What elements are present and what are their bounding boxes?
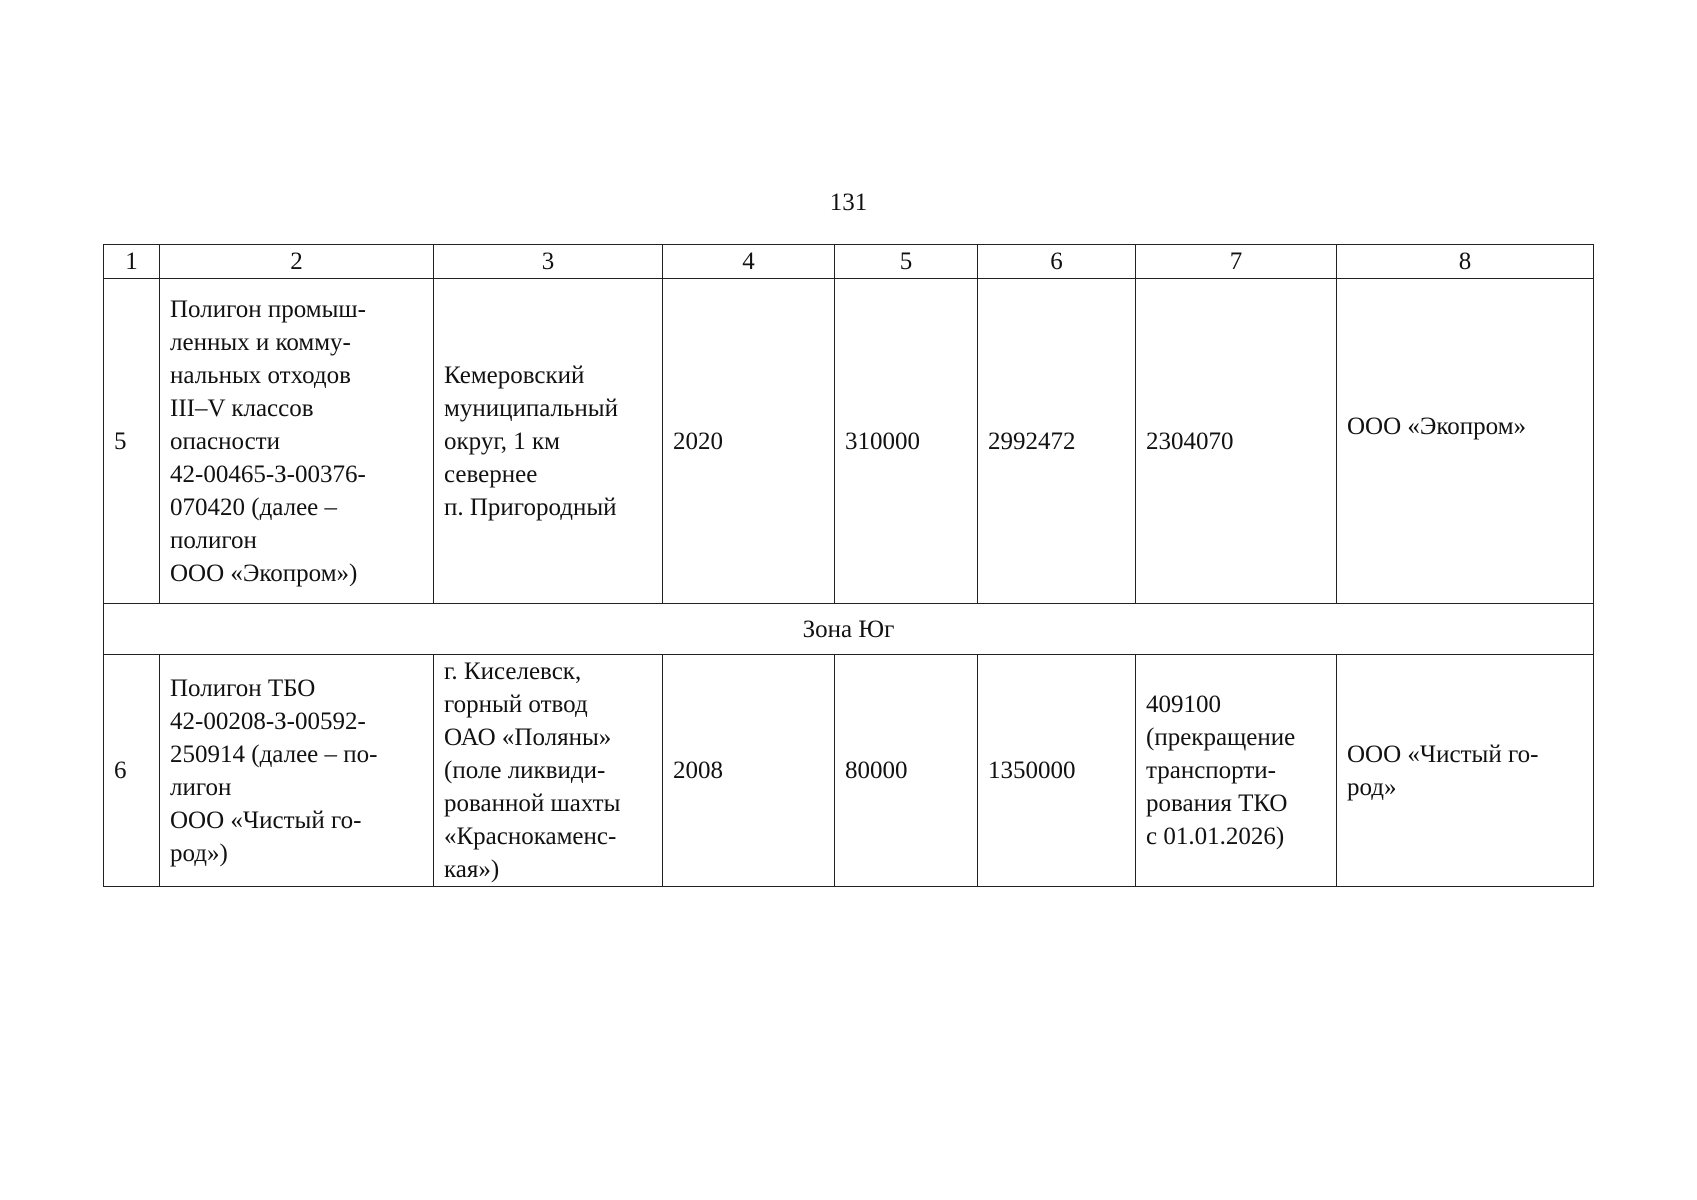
location-cell: г. Киселевск, горный отвод ОАО «Поляны» (поле ликвиди- рованной шахты «Краснокаменс- кая») <box>434 655 663 887</box>
object-name-cell: Полигон ТБО 42-00208-З-00592- 250914 (далее – по- лигон ООО «Чистый го- род») <box>160 655 434 887</box>
value-cell-5: 310000 <box>835 279 978 604</box>
column-number: 1 <box>104 245 160 279</box>
zone-label: Зона Юг <box>104 604 1594 655</box>
row-number-cell: 6 <box>104 655 160 887</box>
column-number: 8 <box>1337 245 1594 279</box>
row-number-cell: 5 <box>104 279 160 604</box>
table-row <box>104 279 1594 604</box>
operator-cell: ООО «Экопром» <box>1337 279 1594 604</box>
value-cell-6: 1350000 <box>978 655 1136 887</box>
column-number: 3 <box>434 245 663 279</box>
object-name-cell: Полигон промыш- ленных и комму- нальных отходов III–V классов опасности 42-00465-З-00376- 070420 (далее – полигон ООО «Экопром») <box>160 279 434 604</box>
data-table <box>103 244 1594 887</box>
column-number: 4 <box>663 245 835 279</box>
value-cell-7: 409100 (прекращение транспорти- рования ТКО с 01.01.2026) <box>1136 655 1337 887</box>
location-cell: Кемеровский муниципальный округ, 1 км севернее п. Пригородный <box>434 279 663 604</box>
column-number: 5 <box>835 245 978 279</box>
value-cell-5: 80000 <box>835 655 978 887</box>
year-cell: 2020 <box>663 279 835 604</box>
column-number: 6 <box>978 245 1136 279</box>
value-cell-7: 2304070 <box>1136 279 1337 604</box>
value-cell-6: 2992472 <box>978 279 1136 604</box>
operator-cell: ООО «Чистый го- род» <box>1337 655 1594 887</box>
table-row <box>104 655 1594 887</box>
column-number: 2 <box>160 245 434 279</box>
page-number: 131 <box>829 189 868 216</box>
column-number-row <box>104 245 1594 279</box>
zone-row <box>104 604 1594 655</box>
year-cell: 2008 <box>663 655 835 887</box>
column-number: 7 <box>1136 245 1337 279</box>
